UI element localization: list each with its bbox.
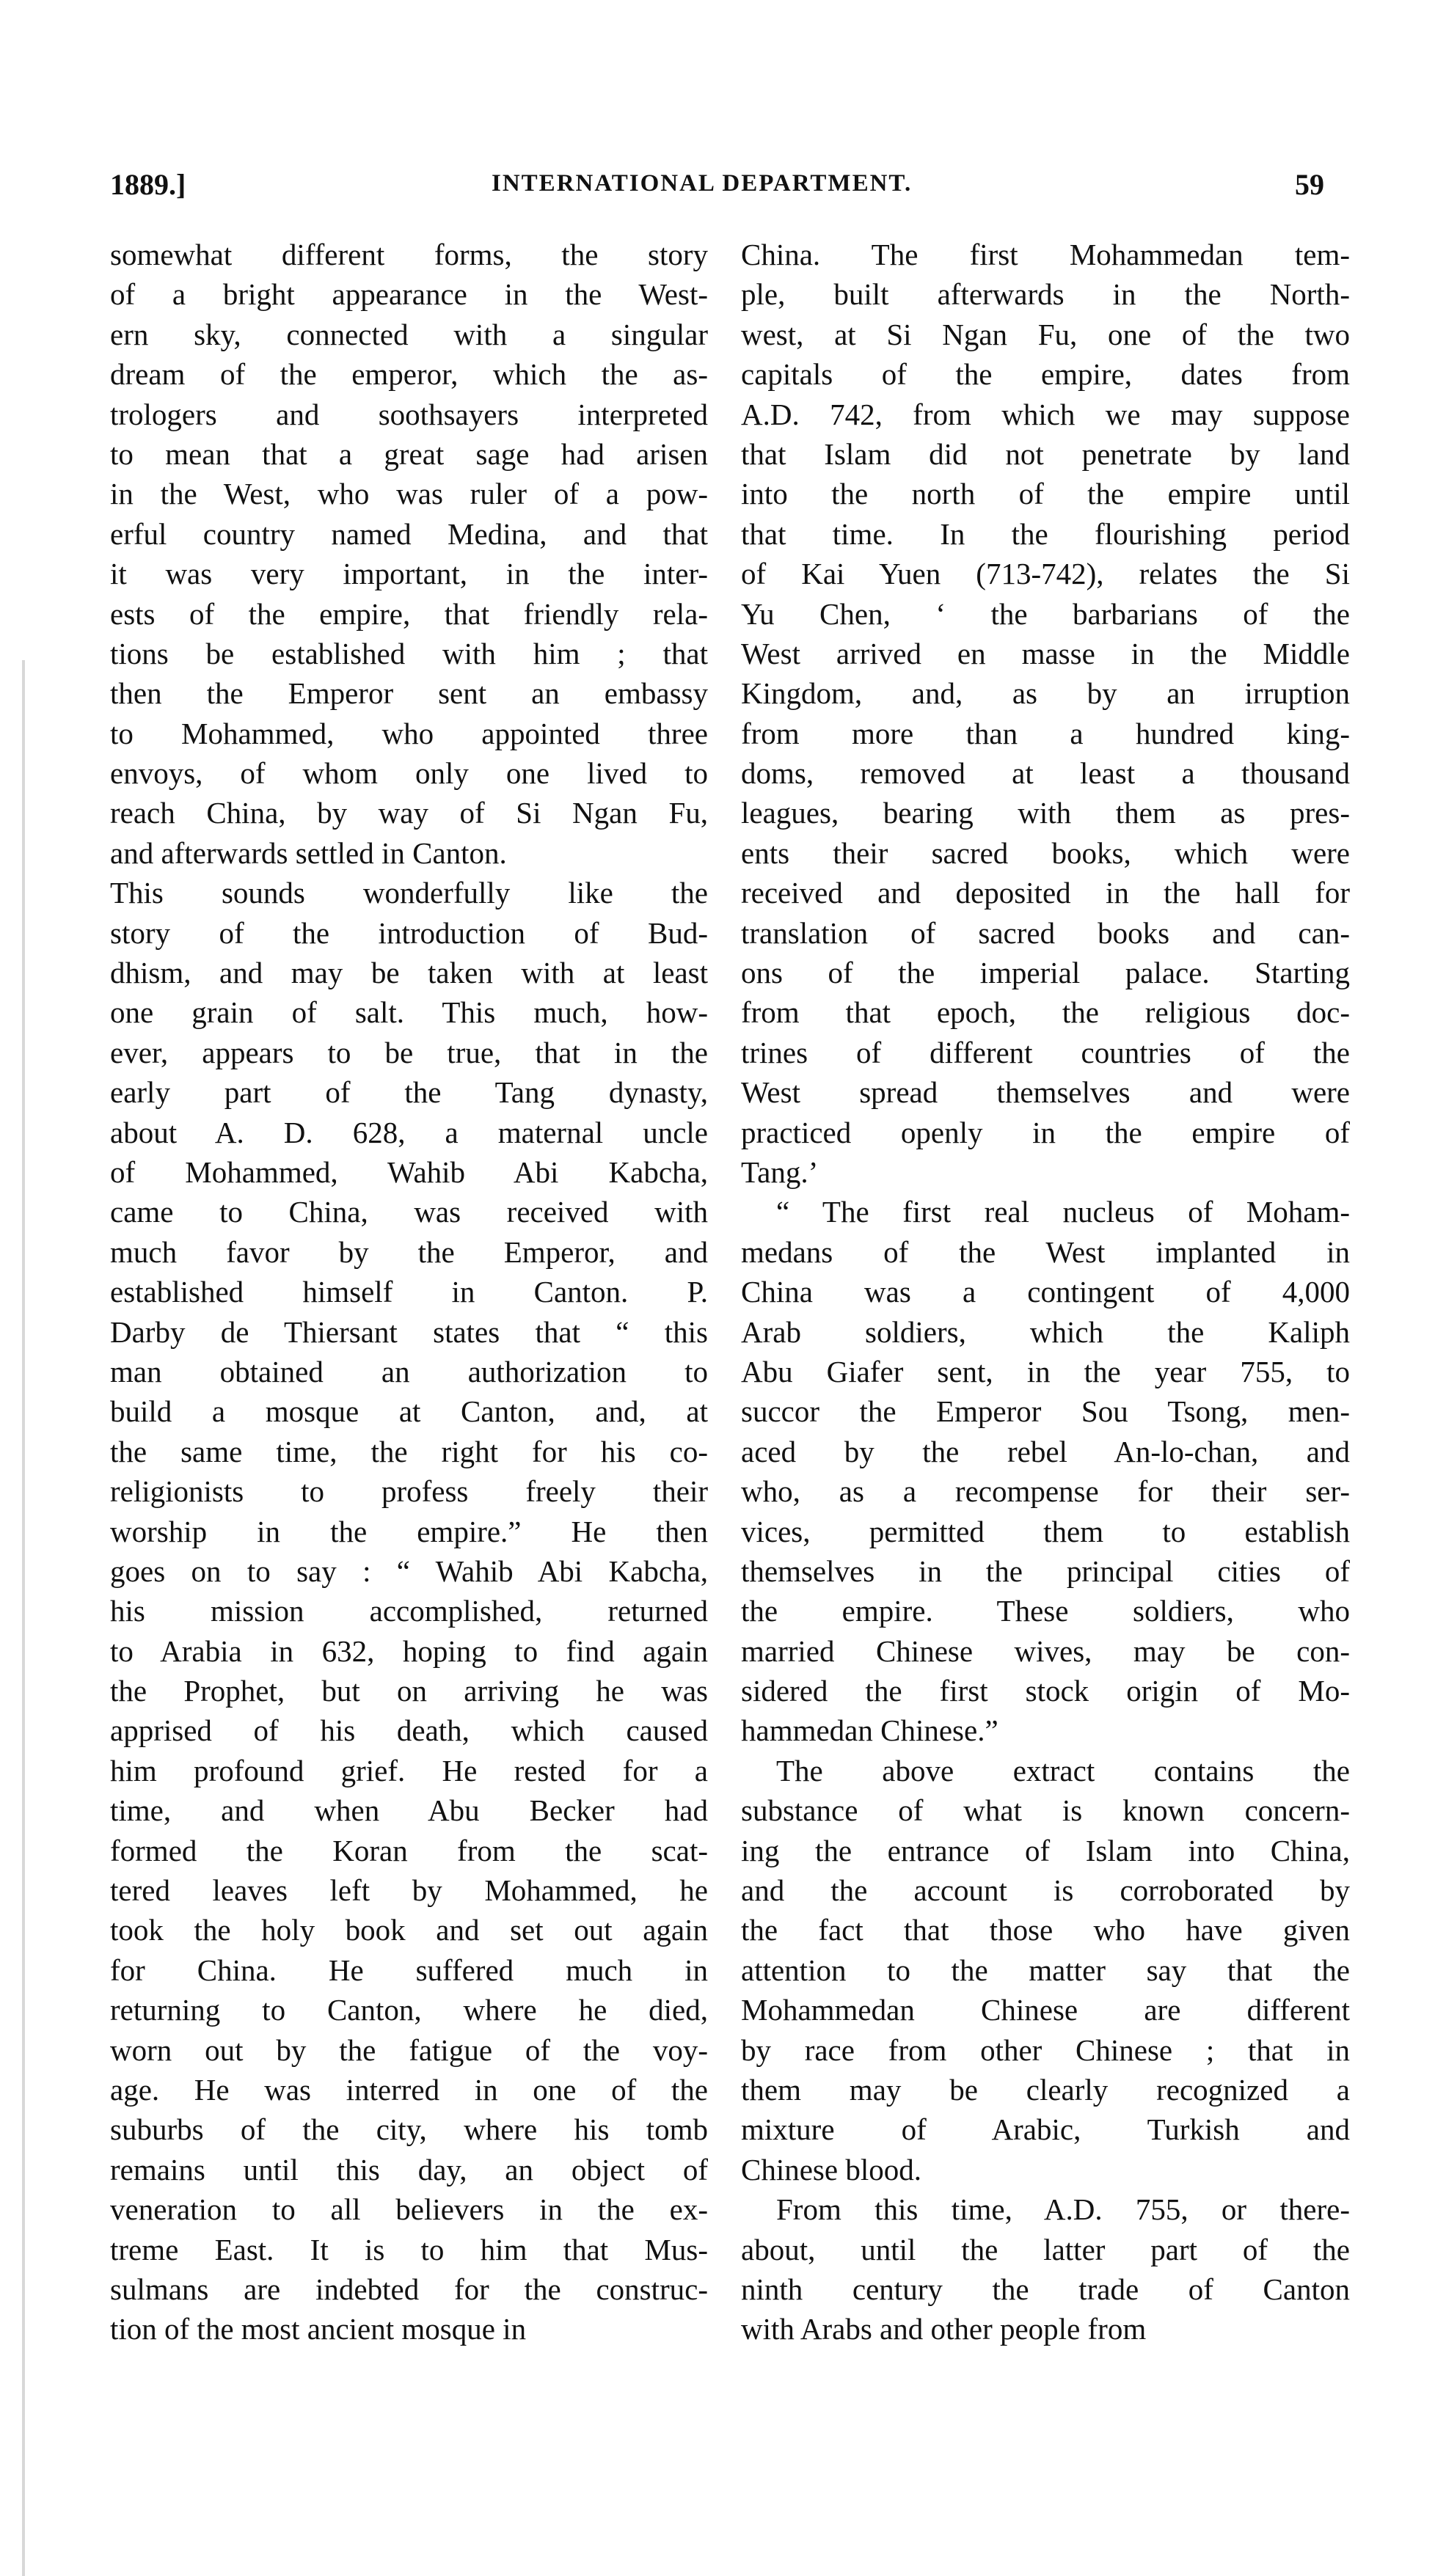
text-line: West spread themselves and were: [741, 1075, 1350, 1110]
text-line: and afterwards settled in Canton.: [110, 835, 507, 870]
text-line: and the account is corroborated by: [741, 1873, 1350, 1908]
text-line: vices, permitted them to establish: [741, 1514, 1350, 1548]
text-line: suburbs of the city, where his tomb: [110, 2112, 708, 2147]
text-line: age. He was interred in one of the: [110, 2072, 708, 2107]
text-line: that time. In the flourishing period: [741, 516, 1350, 551]
text-line: from more than a hundred king-: [741, 716, 1350, 750]
text-line: “ The first real nucleus of Moham-: [776, 1195, 1350, 1229]
text-line: aced by the rebel An-lo-chan, and: [741, 1434, 1350, 1468]
text-line: man obtained an authorization to: [110, 1354, 708, 1388]
text-line: erful country named Medina, and that: [110, 516, 708, 551]
text-line: married Chinese wives, may be con-: [741, 1633, 1350, 1668]
text-line: Yu Chen, ‘ the barbarians of the: [741, 596, 1350, 631]
text-line: ninth century the trade of Canton: [741, 2272, 1350, 2306]
text-line: treme East. It is to him that Mus-: [110, 2232, 708, 2266]
text-line: returning to Canton, where he died,: [110, 1993, 708, 2027]
running-header: [110, 167, 1324, 211]
text-line: religionists to profess freely their: [110, 1474, 708, 1509]
text-line: succor the Emperor Sou Tsong, men-: [741, 1394, 1350, 1429]
text-line: to Arabia in 632, hoping to find again: [110, 1633, 708, 1668]
text-line: Mohammedan Chinese are different: [741, 1993, 1350, 2027]
text-line: it was very important, in the inter-: [110, 557, 708, 591]
text-line: ests of the empire, that friendly rela-: [110, 596, 708, 631]
page-number: 59: [1295, 168, 1324, 201]
text-line: his mission accomplished, returned: [110, 1594, 708, 1628]
text-line: much favor by the Emperor, and: [110, 1234, 708, 1269]
text-line: leagues, bearing with them as pres-: [741, 796, 1350, 830]
text-line: then the Emperor sent an embassy: [110, 676, 708, 711]
text-line: established himself in Canton. P.: [110, 1275, 708, 1309]
text-line: them may be clearly recognized a: [741, 2072, 1350, 2107]
text-line: veneration to all believers in the ex-: [110, 2192, 708, 2227]
text-line: This sounds wonderfully like the: [110, 876, 708, 910]
text-line: medans of the West implanted in: [741, 1234, 1350, 1269]
text-line: capitals of the empire, dates from: [741, 357, 1350, 392]
text-line: reach China, by way of Si Ngan Fu,: [110, 796, 708, 830]
text-line: with Arabs and other people from: [741, 2312, 1147, 2346]
text-line: time, and when Abu Becker had: [110, 1793, 708, 1828]
text-line: by race from other Chinese ; that in: [741, 2032, 1350, 2067]
text-line: remains until this day, an object of: [110, 2152, 708, 2187]
text-line: about A. D. 628, a maternal uncle: [110, 1115, 708, 1149]
text-line: tered leaves left by Mohammed, he: [110, 1873, 708, 1908]
text-line: Abu Giafer sent, in the year 755, to: [741, 1354, 1350, 1388]
text-line: hammedan Chinese.”: [741, 1713, 998, 1748]
text-line: ern sky, connected with a singular: [110, 317, 708, 351]
header-year: 1889.]: [110, 168, 186, 201]
text-line: tions be established with him ; that: [110, 636, 708, 670]
text-line: Chinese blood.: [741, 2152, 921, 2187]
text-line: ple, built afterwards in the North-: [741, 277, 1350, 312]
text-line: goes on to say : “ Wahib Abi Kabcha,: [110, 1554, 708, 1588]
text-line: translation of sacred books and can-: [741, 915, 1350, 950]
text-line: themselves in the principal cities of: [741, 1554, 1350, 1588]
text-line: tion of the most ancient mosque in: [110, 2312, 527, 2346]
text-line: attention to the matter say that the: [741, 1953, 1350, 1987]
text-line: Kingdom, and, as by an irruption: [741, 676, 1350, 711]
text-line: of Kai Yuen (713-742), relates the Si: [741, 557, 1350, 591]
text-line: somewhat different forms, the story: [110, 238, 708, 271]
text-line: that Islam did not penetrate by land: [741, 436, 1350, 471]
text-line: China was a contingent of 4,000: [741, 1275, 1350, 1309]
text-line: apprised of his death, which caused: [110, 1713, 708, 1748]
text-line: ever, appears to be true, that in the: [110, 1035, 708, 1069]
text-line: to mean that a great sage had arisen: [110, 436, 708, 471]
text-line: the same time, the right for his co-: [110, 1434, 708, 1468]
text-line: practiced openly in the empire of: [741, 1115, 1350, 1149]
text-line: story of the introduction of Bud-: [110, 915, 708, 950]
text-line: dhism, and may be taken with at least: [110, 956, 708, 990]
text-line: China. The first Mohammedan tem-: [741, 238, 1350, 271]
text-line: of Mohammed, Wahib Abi Kabcha,: [110, 1155, 708, 1189]
text-line: took the holy book and set out again: [110, 1913, 708, 1947]
text-line: Darby de Thiersant states that “ this: [110, 1314, 708, 1349]
text-line: of a bright appearance in the West-: [110, 277, 708, 312]
text-line: for China. He suffered much in: [110, 1953, 708, 1987]
text-line: sulmans are indebted for the construc-: [110, 2272, 708, 2306]
text-line: build a mosque at Canton, and, at: [110, 1394, 708, 1429]
text-line: mixture of Arabic, Turkish and: [741, 2112, 1350, 2147]
text-line: early part of the Tang dynasty,: [110, 1075, 708, 1110]
text-line: ing the entrance of Islam into China,: [741, 1833, 1350, 1867]
text-line: doms, removed at least a thousand: [741, 756, 1350, 791]
text-line: dream of the emperor, which the as-: [110, 357, 708, 392]
right-text-column: [741, 235, 1350, 2349]
text-line: Arab soldiers, which the Kaliph: [741, 1314, 1350, 1349]
page-edge-shadow: [22, 660, 25, 2576]
text-line: one grain of salt. This much, how-: [110, 995, 708, 1030]
text-line: came to China, was received with: [110, 1195, 708, 1229]
text-line: him profound grief. He rested for a: [110, 1753, 708, 1788]
text-line: West arrived en masse in the Middle: [741, 636, 1350, 670]
text-line: envoys, of whom only one lived to: [110, 756, 708, 791]
text-line: ents their sacred books, which were: [741, 835, 1350, 870]
text-line: the empire. These soldiers, who: [741, 1594, 1350, 1628]
left-text-column: [110, 235, 708, 2349]
text-line: worn out by the fatigue of the voy-: [110, 2032, 708, 2067]
text-line: sidered the first stock origin of Mo-: [741, 1674, 1350, 1708]
text-line: in the West, who was ruler of a pow-: [110, 477, 708, 511]
text-line: the fact that those who have given: [741, 1913, 1350, 1947]
text-line: A.D. 742, from which we may suppose: [741, 397, 1350, 431]
text-line: west, at Si Ngan Fu, one of the two: [741, 317, 1350, 351]
text-line: from that epoch, the religious doc-: [741, 995, 1350, 1030]
text-line: formed the Koran from the scat-: [110, 1833, 708, 1867]
text-line: worship in the empire.” He then: [110, 1514, 708, 1548]
text-line: who, as a recompense for their ser-: [741, 1474, 1350, 1509]
text-line: Tang.’: [741, 1155, 819, 1189]
text-line: about, until the latter part of the: [741, 2232, 1350, 2266]
text-line: substance of what is known concern-: [741, 1793, 1350, 1828]
text-line: received and deposited in the hall for: [741, 876, 1350, 910]
text-line: ons of the imperial palace. Starting: [741, 956, 1350, 990]
text-line: trines of different countries of the: [741, 1035, 1350, 1069]
text-line: the Prophet, but on arriving he was: [110, 1674, 708, 1708]
text-line: to Mohammed, who appointed three: [110, 716, 708, 750]
text-line: From this time, A.D. 755, or there-: [776, 2192, 1350, 2227]
text-line: trologers and soothsayers interpreted: [110, 397, 708, 431]
text-line: The above extract contains the: [776, 1753, 1350, 1788]
text-line: into the north of the empire until: [741, 477, 1350, 511]
header-title: INTERNATIONAL DEPARTMENT.: [492, 170, 913, 197]
